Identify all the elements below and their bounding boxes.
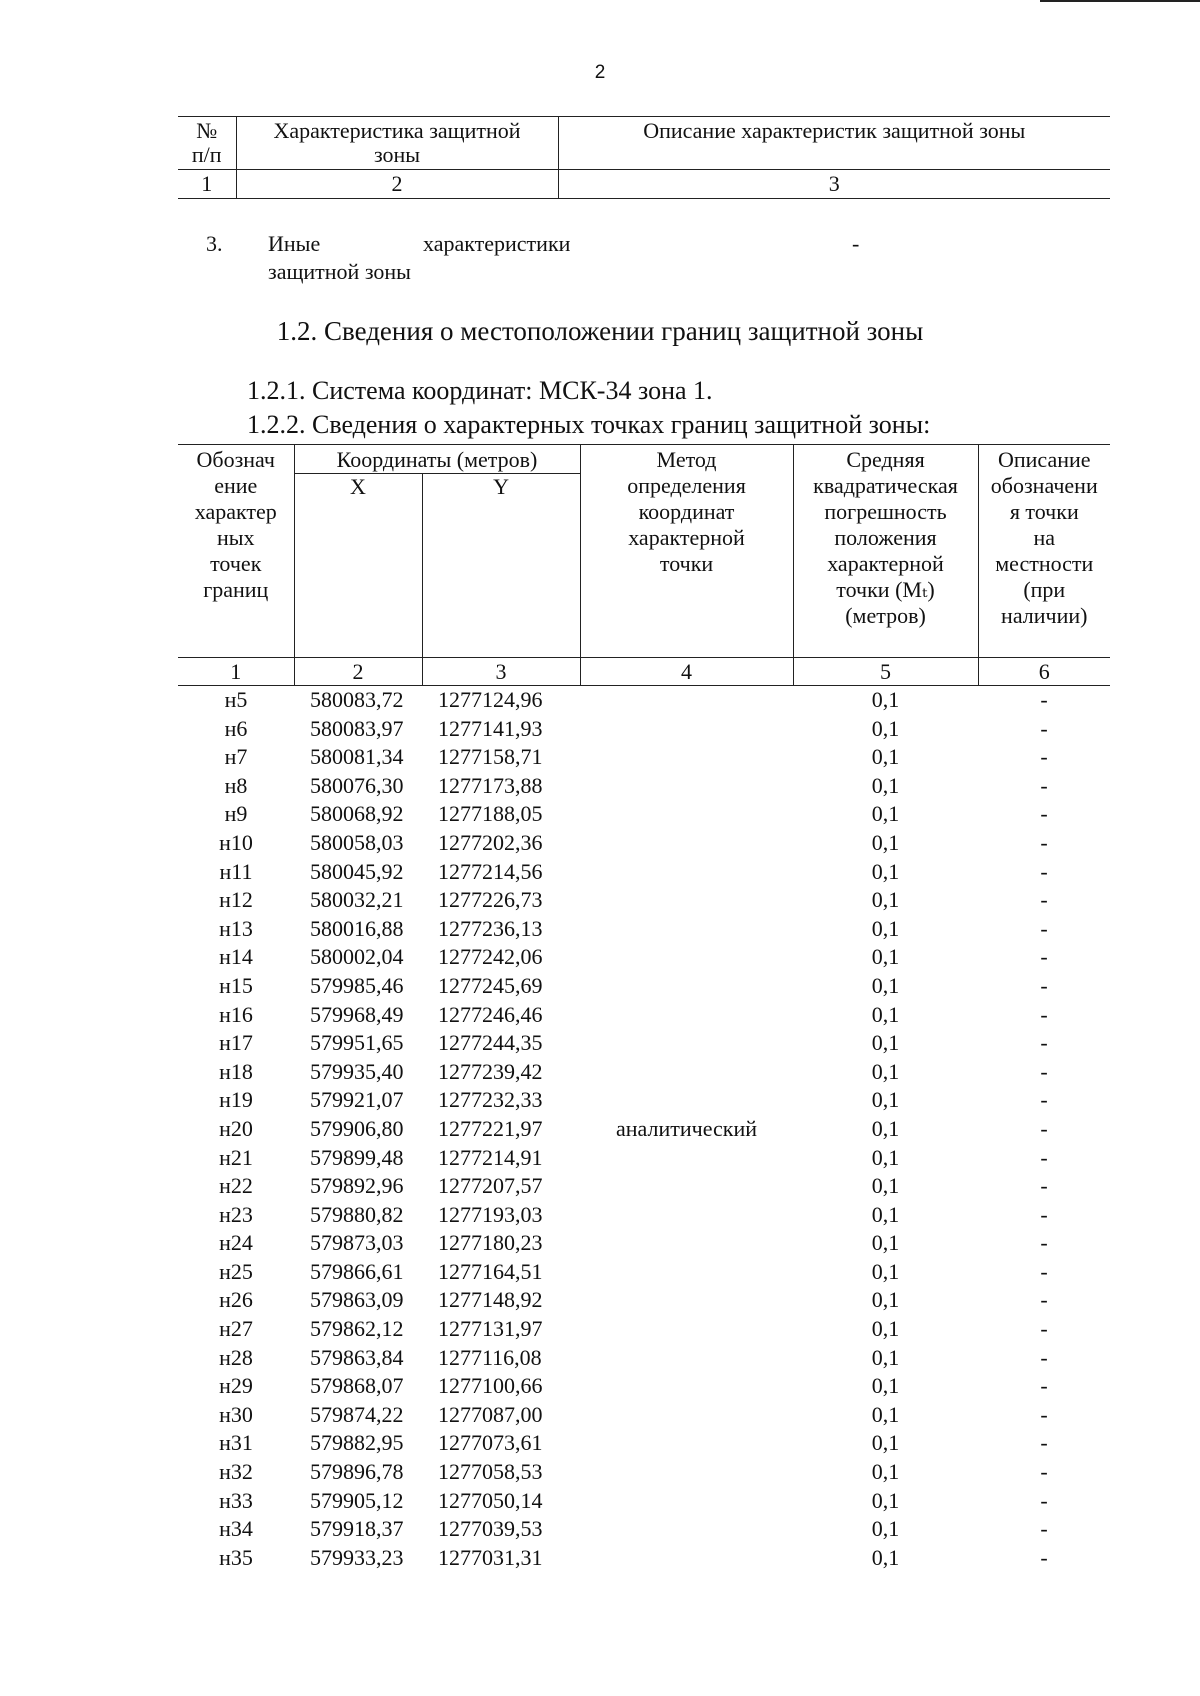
- point-y: 1277245,69: [438, 972, 543, 998]
- point-id: н12: [219, 887, 253, 913]
- col-number: 1: [178, 658, 294, 686]
- col-number: 1: [178, 170, 236, 199]
- header-text: Обознач ение характер ных точек границ: [194, 447, 277, 602]
- point-x: 580002,04: [310, 944, 404, 970]
- col-header-characteristic: [236, 117, 558, 170]
- point-id: н35: [219, 1544, 253, 1570]
- point-x: 579899,48: [310, 1144, 404, 1170]
- point-description: -: [1040, 858, 1048, 884]
- point-y: 1277058,53: [438, 1459, 543, 1485]
- point-error: 0,1: [871, 1316, 900, 1342]
- point-x: 579985,46: [310, 972, 404, 998]
- point-y: 1277232,33: [438, 1087, 543, 1113]
- characteristics-header-row: [178, 117, 1110, 170]
- col-number: 2: [294, 658, 422, 686]
- point-x: 579862,12: [310, 1316, 404, 1342]
- point-x: 580083,97: [310, 715, 404, 741]
- point-x: 580032,21: [310, 887, 404, 913]
- point-y: 1277039,53: [438, 1516, 543, 1542]
- point-id: н7: [224, 744, 248, 770]
- point-error: 0,1: [871, 744, 900, 770]
- point-y: 1277242,06: [438, 944, 543, 970]
- points-number-row: [178, 658, 1110, 686]
- col-header-method: [580, 445, 793, 658]
- point-id: н14: [219, 944, 253, 970]
- point-error: 0,1: [871, 1459, 900, 1485]
- col-header-description: [978, 445, 1110, 658]
- point-x: 580016,88: [310, 915, 404, 941]
- point-y: 1277148,92: [438, 1287, 543, 1313]
- point-error: 0,1: [871, 1030, 900, 1056]
- point-description: -: [1040, 1144, 1048, 1170]
- point-id: н6: [224, 715, 248, 741]
- point-y: 1277236,13: [438, 915, 543, 941]
- point-error: 0,1: [871, 1001, 900, 1027]
- point-x: 579896,78: [310, 1459, 404, 1485]
- point-error: 0,1: [871, 1287, 900, 1313]
- point-error: 0,1: [871, 715, 900, 741]
- point-id: н5: [224, 687, 248, 712]
- row-label-part: Иные: [268, 231, 321, 256]
- point-error: 0,1: [871, 1258, 900, 1284]
- point-description: -: [1040, 1316, 1048, 1342]
- coordinate-system: 1.2.1. Система координат: МСК-34 зона 1.: [247, 376, 713, 405]
- point-error: 0,1: [871, 1230, 900, 1256]
- point-x: 579933,23: [310, 1544, 404, 1570]
- col-number: 3: [422, 658, 580, 686]
- point-y: 1277164,51: [438, 1258, 543, 1284]
- point-y: 1277180,23: [438, 1230, 543, 1256]
- point-id: н8: [224, 772, 248, 798]
- point-x: 579880,82: [310, 1201, 404, 1227]
- point-error: 0,1: [871, 1087, 900, 1113]
- section-title: 1.2. Сведения о местоположении границ защитной зоны: [276, 316, 924, 346]
- header-text: Описание характеристик защитной зоны: [643, 118, 1026, 143]
- point-id: н10: [219, 829, 253, 855]
- point-y: 1277246,46: [438, 1001, 543, 1027]
- point-description: -: [1040, 715, 1048, 741]
- characteristics-table: [178, 116, 1110, 199]
- point-description: -: [1040, 1001, 1048, 1027]
- col-number: 5: [793, 658, 978, 686]
- point-y: 1277202,36: [438, 829, 543, 855]
- col-header-designation: [178, 445, 294, 658]
- point-error: 0,1: [871, 687, 900, 712]
- table-row: [178, 686, 1110, 715]
- point-id: н15: [219, 972, 253, 998]
- point-id: н32: [219, 1459, 253, 1485]
- point-y: 1277116,08: [438, 1344, 542, 1370]
- point-error: 0,1: [871, 1401, 900, 1427]
- header-text: № п/п: [191, 118, 222, 167]
- point-y: 1277131,97: [438, 1316, 543, 1342]
- points-table-title: 1.2.2. Сведения о характерных точках границ защитной зоны:: [247, 410, 931, 439]
- point-description: -: [1040, 1487, 1048, 1513]
- point-x: 579868,07: [310, 1373, 404, 1399]
- point-y: 1277221,97: [438, 1115, 543, 1141]
- point-description: -: [1040, 1459, 1048, 1485]
- point-y: 1277188,05: [438, 801, 543, 827]
- point-y: 1277158,71: [438, 744, 543, 770]
- point-description: -: [1040, 1115, 1048, 1141]
- points-table-body: [178, 686, 1110, 1573]
- point-description: -: [1040, 1516, 1048, 1542]
- point-id: н9: [224, 801, 248, 827]
- corner-rule: [1040, 0, 1200, 2]
- col-number: 4: [580, 658, 793, 686]
- point-error: 0,1: [871, 1144, 900, 1170]
- point-id: н20: [219, 1115, 253, 1141]
- point-error: 0,1: [871, 1544, 900, 1570]
- point-y: 1277207,57: [438, 1173, 543, 1199]
- point-id: н33: [219, 1487, 253, 1513]
- point-description: -: [1040, 1373, 1048, 1399]
- point-description: -: [1040, 1401, 1048, 1427]
- point-id: н34: [219, 1516, 253, 1542]
- point-x: 580081,34: [310, 744, 404, 770]
- point-x: 579863,84: [310, 1344, 404, 1370]
- point-error: 0,1: [871, 858, 900, 884]
- header-text: Описание обозначени я точки на местности (при наличии): [990, 447, 1098, 628]
- point-error: 0,1: [871, 944, 900, 970]
- point-method: аналитический: [616, 1115, 758, 1141]
- point-x: 579874,22: [310, 1401, 404, 1427]
- point-y: 1277214,91: [438, 1144, 543, 1170]
- point-error: 0,1: [871, 1173, 900, 1199]
- point-y: 1277244,35: [438, 1030, 543, 1056]
- point-id: н28: [219, 1344, 253, 1370]
- point-x: 580045,92: [310, 858, 404, 884]
- point-x: 579935,40: [310, 1058, 404, 1084]
- point-y: 1277124,96: [438, 687, 543, 712]
- point-id: н13: [219, 915, 253, 941]
- point-x: 579918,37: [310, 1516, 404, 1542]
- col-number: 2: [236, 170, 558, 199]
- point-id: н24: [219, 1230, 253, 1256]
- point-description: -: [1040, 1544, 1048, 1570]
- point-error: 0,1: [871, 1115, 900, 1141]
- points-header-row: [178, 445, 1110, 474]
- point-description: -: [1040, 1344, 1048, 1370]
- point-error: 0,1: [871, 1516, 900, 1542]
- point-x: 580076,30: [310, 772, 404, 798]
- point-description: -: [1040, 1258, 1048, 1284]
- point-error: 0,1: [871, 972, 900, 998]
- point-y: 1277050,14: [438, 1487, 543, 1513]
- row-number: 3.: [206, 231, 223, 256]
- point-error: 0,1: [871, 1344, 900, 1370]
- point-x: 579905,12: [310, 1487, 404, 1513]
- point-description: -: [1040, 1287, 1048, 1313]
- point-description: -: [1040, 1173, 1048, 1199]
- point-id: н16: [219, 1001, 253, 1027]
- point-x: 579866,61: [310, 1258, 404, 1284]
- point-y: 1277193,03: [438, 1201, 543, 1227]
- point-id: н11: [219, 858, 253, 884]
- point-description: -: [1040, 944, 1048, 970]
- point-description: -: [1040, 687, 1048, 712]
- point-description: -: [1040, 887, 1048, 913]
- row-label-part: защитной зоны: [268, 259, 411, 284]
- point-id: н21: [219, 1144, 253, 1170]
- point-error: 0,1: [871, 1430, 900, 1456]
- point-description: -: [1040, 972, 1048, 998]
- point-id: н30: [219, 1401, 253, 1427]
- point-id: н19: [219, 1087, 253, 1113]
- point-id: н31: [219, 1430, 253, 1456]
- page-number: 2: [594, 62, 606, 83]
- point-id: н25: [219, 1258, 253, 1284]
- point-error: 0,1: [871, 1201, 900, 1227]
- point-description: -: [1040, 1087, 1048, 1113]
- col-number: 3: [558, 170, 1110, 199]
- point-id: н18: [219, 1058, 253, 1084]
- point-y: 1277226,73: [438, 887, 543, 913]
- point-error: 0,1: [871, 829, 900, 855]
- point-id: н26: [219, 1287, 253, 1313]
- point-error: 0,1: [871, 1058, 900, 1084]
- header-text: Характеристика защитной зоны: [273, 118, 521, 167]
- col-header-x: X: [294, 474, 422, 658]
- point-id: н23: [219, 1201, 253, 1227]
- point-description: -: [1040, 1230, 1048, 1256]
- header-text: Метод определения координат характерной точки: [627, 447, 746, 576]
- point-x: 579863,09: [310, 1287, 404, 1313]
- col-header-description: [558, 117, 1110, 170]
- row-value: -: [852, 231, 860, 256]
- point-y: 1277073,61: [438, 1430, 543, 1456]
- point-description: -: [1040, 744, 1048, 770]
- point-description: -: [1040, 915, 1048, 941]
- point-error: 0,1: [871, 801, 900, 827]
- point-x: 579921,07: [310, 1087, 404, 1113]
- point-id: н27: [219, 1316, 253, 1342]
- point-description: -: [1040, 1058, 1048, 1084]
- point-x: 579906,80: [310, 1115, 404, 1141]
- point-id: н22: [219, 1173, 253, 1199]
- point-description: -: [1040, 1030, 1048, 1056]
- point-x: 579968,49: [310, 1001, 404, 1027]
- header-text: Средняя квадратическая погрешность положения характерной точки (Mₜ) (метров): [813, 447, 958, 628]
- characteristics-number-row: [178, 170, 1110, 199]
- col-header-coordinates: Координаты (метров): [294, 445, 580, 474]
- row-label-part: характеристики: [423, 231, 571, 256]
- point-description: -: [1040, 772, 1048, 798]
- point-description: -: [1040, 1430, 1048, 1456]
- point-error: 0,1: [871, 1487, 900, 1513]
- point-y: 1277100,66: [438, 1373, 543, 1399]
- point-y: 1277239,42: [438, 1058, 543, 1084]
- point-description: -: [1040, 1201, 1048, 1227]
- point-error: 0,1: [871, 915, 900, 941]
- point-y: 1277173,88: [438, 772, 543, 798]
- point-y: 1277087,00: [438, 1401, 543, 1427]
- point-id: н17: [219, 1030, 253, 1056]
- col-header-y: Y: [422, 474, 580, 658]
- point-x: 579951,65: [310, 1030, 404, 1056]
- col-header-number: [178, 117, 236, 170]
- point-error: 0,1: [871, 772, 900, 798]
- col-number: 6: [978, 658, 1110, 686]
- point-x: 579873,03: [310, 1230, 404, 1256]
- point-error: 0,1: [871, 1373, 900, 1399]
- point-error: 0,1: [871, 887, 900, 913]
- point-x: 579892,96: [310, 1173, 404, 1199]
- point-description: -: [1040, 829, 1048, 855]
- point-y: 1277141,93: [438, 715, 543, 741]
- point-x: 580083,72: [310, 687, 404, 712]
- point-y: 1277031,31: [438, 1544, 543, 1570]
- point-x: 580068,92: [310, 801, 404, 827]
- point-y: 1277214,56: [438, 858, 543, 884]
- point-description: -: [1040, 801, 1048, 827]
- point-id: н29: [219, 1373, 253, 1399]
- boundary-points-table: [178, 444, 1110, 1572]
- point-x: 579882,95: [310, 1430, 404, 1456]
- col-header-error: [793, 445, 978, 658]
- point-x: 580058,03: [310, 829, 404, 855]
